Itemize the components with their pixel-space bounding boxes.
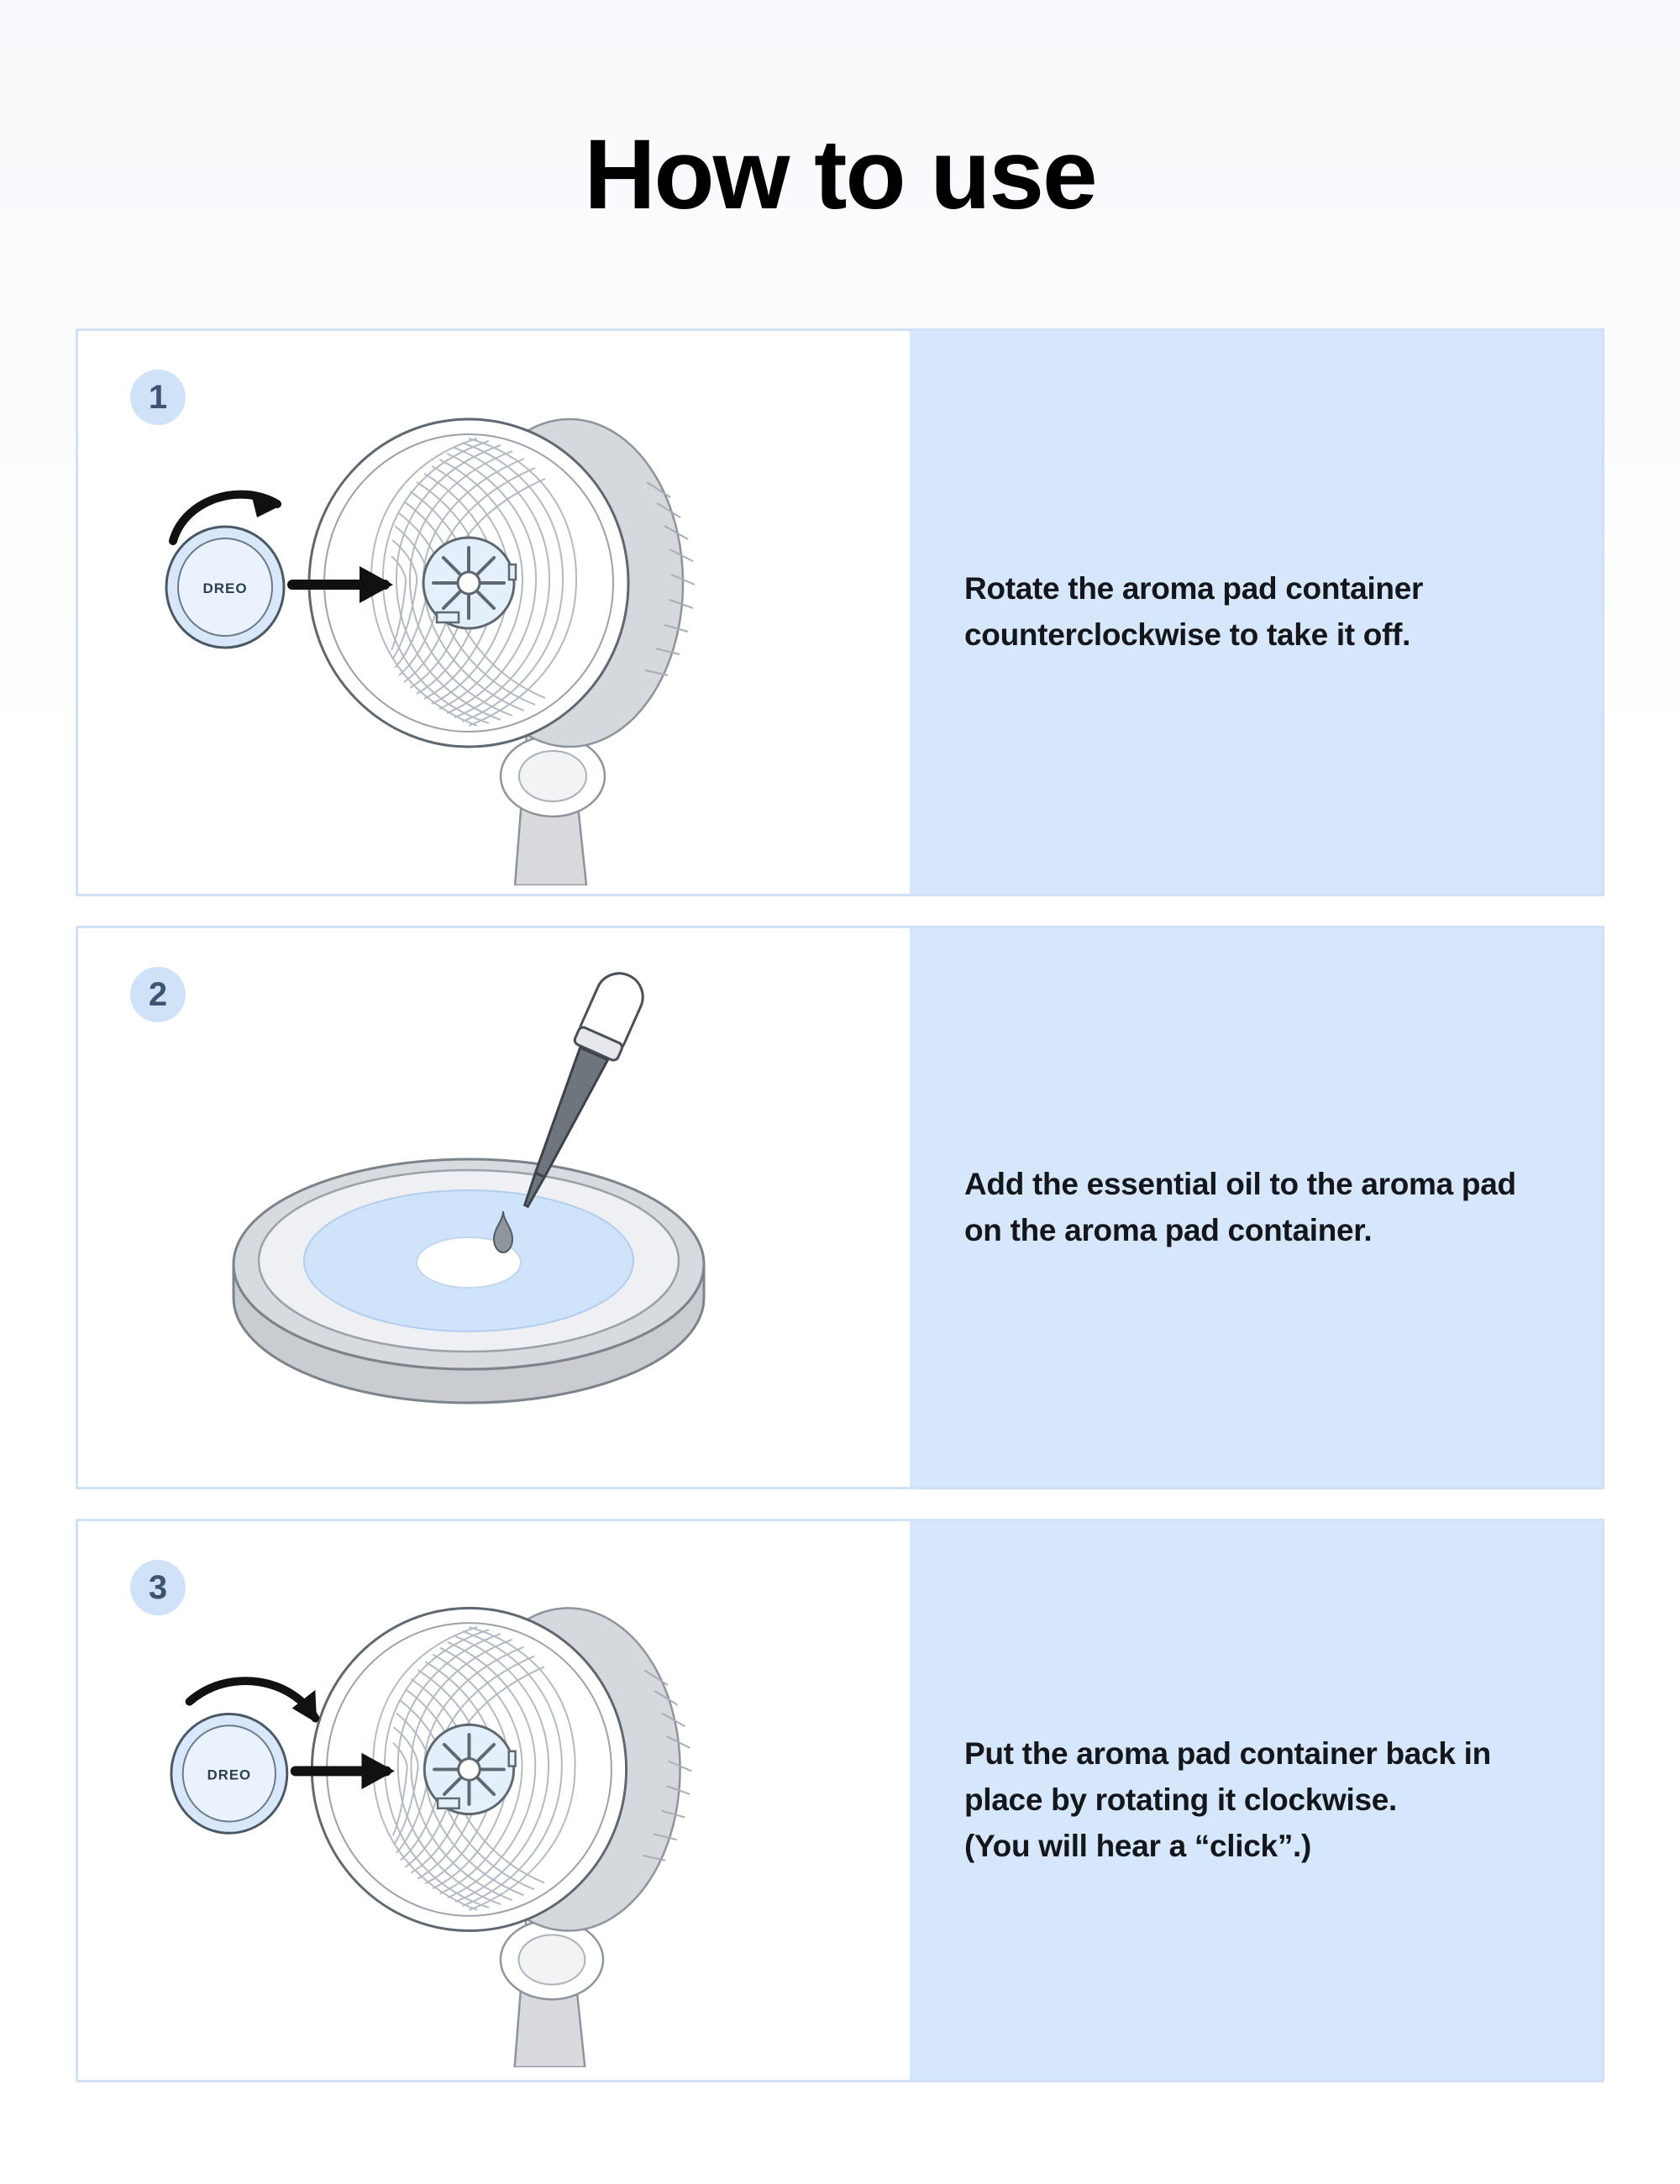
step-description: Add the essential oil to the aroma pad on the aroma pad container. — [964, 1166, 1516, 1247]
aroma-pad-dropper-illustration — [133, 928, 855, 1466]
step-item — [76, 926, 1604, 1489]
steps-list — [0, 328, 1680, 2082]
step-description: Put the aroma pad container back in place by rotating it clockwise. (You will hear a “click”.) — [964, 1736, 1491, 1863]
fan-illustration-counterclockwise — [133, 331, 855, 885]
step-item — [76, 1519, 1604, 2082]
page-title: How to use — [584, 119, 1096, 230]
step-illustration-1 — [78, 331, 910, 894]
brand-label: DREO — [207, 1767, 251, 1783]
fan-illustration-clockwise — [133, 1521, 855, 2067]
step-number-badge: 1 — [130, 370, 186, 425]
brand-label: DREO — [202, 580, 248, 596]
step-number-badge: 3 — [130, 1560, 186, 1615]
step-text-panel-3 — [910, 1521, 1602, 2080]
step-number-badge: 2 — [130, 967, 186, 1022]
step-illustration-3 — [78, 1521, 910, 2080]
step-text-panel-1 — [910, 331, 1602, 894]
step-illustration-2 — [78, 928, 910, 1487]
step-item — [76, 328, 1604, 896]
step-text-panel-2 — [910, 928, 1602, 1487]
step-description: Rotate the aroma pad container counterclockwise to take it off. — [964, 571, 1424, 652]
